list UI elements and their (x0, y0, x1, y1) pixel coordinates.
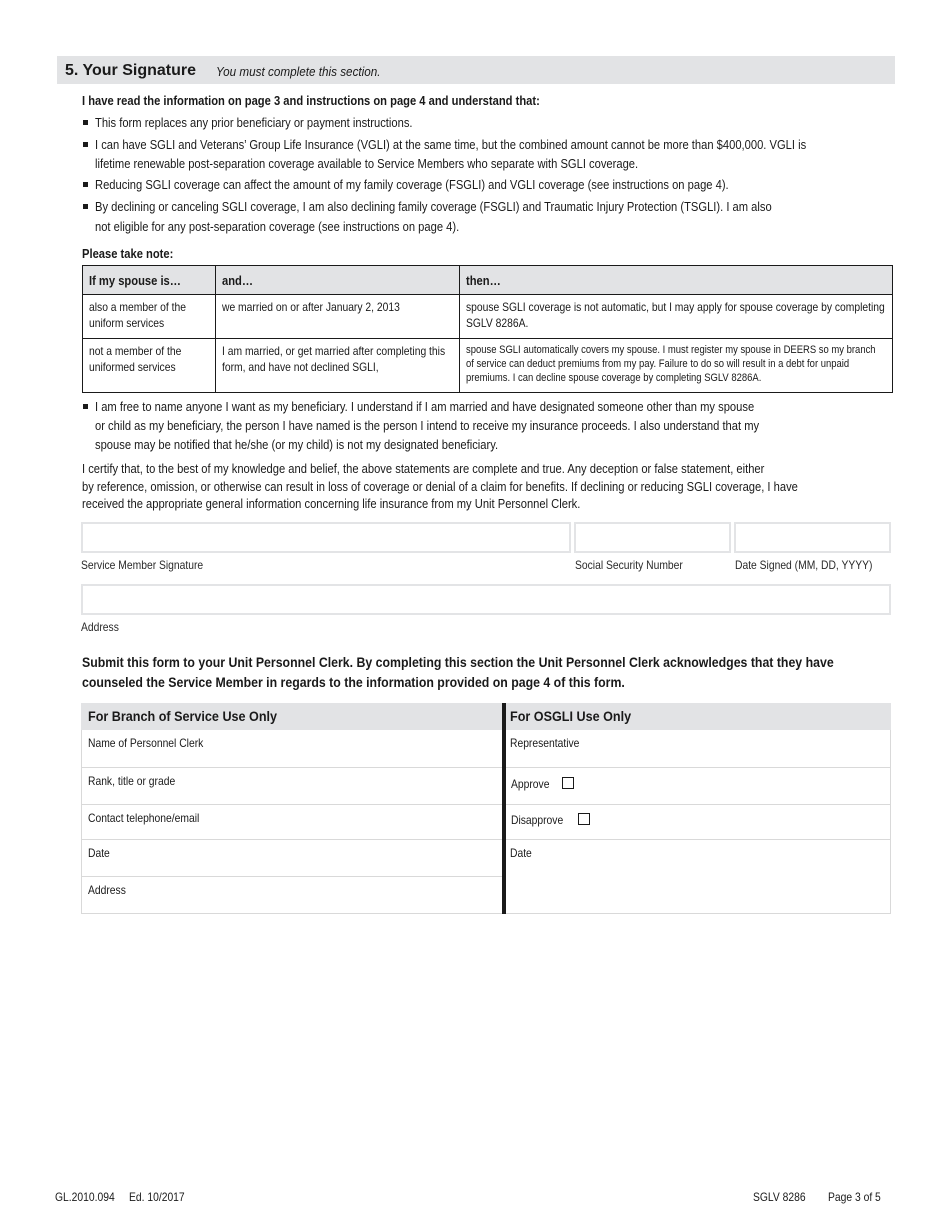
osgli-row-representative[interactable]: Representative (506, 730, 891, 768)
ssn-label: Social Security Number (575, 558, 683, 572)
bullet-icon (83, 404, 88, 409)
branch-row-clerk-name[interactable]: Name of Personnel Clerk (81, 730, 503, 768)
branch-row-date[interactable]: Date (81, 840, 503, 877)
table-cell: spouse SGLI automatically covers my spouse. I must register my spouse in DEERS so my branch of service can deduct premiums from my pay. Failure to do so will result in a debt for unpaid premiums. I can decline spouse coverage by completing SGLV 8286A. (460, 339, 893, 393)
beneficiary-line-1: I am free to name anyone I want as my beneficiary. I understand if I am married and have designated someone other than my spouse (95, 399, 755, 414)
date-signed-label: Date Signed (MM, DD, YYYY) (735, 558, 873, 572)
bullet-1: This form replaces any prior beneficiary or payment instructions. (95, 115, 413, 130)
beneficiary-line-3: spouse may be notified that he/she (or my child) is not my designated beneficiary. (95, 437, 499, 452)
signature-label: Service Member Signature (81, 558, 204, 572)
footer-page-number: Page 3 of 5 (828, 1190, 881, 1204)
osgli-row-date[interactable]: Date (510, 846, 532, 860)
beneficiary-line-2: or child as my beneficiary, the person I have named is the person I intend to receive my insurance proceeds. I also understand that my (95, 418, 760, 433)
bullet-2-line-1: I can have SGLI and Veterans’ Group Life Insurance (VGLI) at the same time, but the combined amount cannot be more than $400,000. VGLI is (95, 137, 807, 152)
branch-row-contact[interactable]: Contact telephone/email (81, 805, 503, 840)
submit-line-2: counseled the Service Member in regards to the information provided on page 4 of this form. (82, 674, 625, 690)
table-row (83, 339, 893, 393)
bullet-2-line-2: lifetime renewable post-separation coverage available to Service Members who separate with SGLI coverage. (95, 156, 639, 171)
certify-line-2: by reference, omission, or otherwise can result in loss of coverage or denial of a claim for benefits. If declining or reducing SGLI coverage, I have (82, 479, 798, 494)
footer-code: GL.2010.094 (55, 1190, 115, 1204)
bullet-3: Reducing SGLI coverage can affect the amount of my family coverage (FSGLI) and VGLI coverage (see instructions on page 4). (95, 177, 729, 192)
bullet-icon (83, 182, 88, 187)
table-header: and… (216, 266, 460, 295)
branch-row-address[interactable]: Address (88, 883, 126, 897)
table-row (83, 295, 893, 339)
address-label: Address (81, 620, 119, 634)
certify-line-1: I certify that, to the best of my knowledge and belief, the above statements are complete and true. Any deception or false statement, either (82, 461, 765, 476)
osgli-row-approve: Approve (506, 768, 891, 805)
table-cell: also a member of the uniform services (83, 295, 216, 339)
table-cell: spouse SGLI coverage is not automatic, but I may apply for spouse coverage by completing SGLV 8286A. (460, 295, 893, 339)
certify-line-3: received the appropriate general information concerning life insurance from my Unit Personnel Clerk. (82, 496, 581, 511)
signature-field[interactable] (81, 522, 571, 553)
bullet-4-line-2: not eligible for any post-separation coverage (see instructions on page 4). (95, 219, 460, 234)
bullet-icon (83, 142, 88, 147)
intro-statement: I have read the information on page 3 and instructions on page 4 and understand that: (82, 93, 540, 108)
osgli-heading: For OSGLI Use Only (506, 703, 891, 730)
ssn-field[interactable] (574, 522, 731, 553)
submit-line-1: Submit this form to your Unit Personnel Clerk. By completing this section the Unit Personnel Clerk acknowledges that they have (82, 654, 834, 670)
footer-edition: Ed. 10/2017 (129, 1190, 185, 1204)
section-note: You must complete this section. (216, 64, 381, 79)
note-heading: Please take note: (82, 246, 174, 261)
address-field[interactable] (81, 584, 891, 615)
branch-section (81, 703, 503, 914)
table-header-row (83, 266, 893, 295)
table-cell: not a member of the uniformed services (83, 339, 216, 393)
branch-heading: For Branch of Service Use Only (81, 703, 503, 730)
section-header (57, 56, 895, 84)
section-title: 5. Your Signature (65, 62, 196, 79)
approve-checkbox[interactable] (562, 777, 574, 789)
table-cell: I am married, or get married after completing this form, and have not declined SGLI, (216, 339, 460, 393)
osgli-row-disapprove: Disapprove (506, 805, 891, 840)
table-cell: we married on or after January 2, 2013 (216, 295, 460, 339)
disapprove-checkbox[interactable] (578, 813, 590, 825)
date-signed-field[interactable] (734, 522, 891, 553)
osgli-section (506, 703, 891, 914)
table-header: then… (460, 266, 893, 295)
bullet-4-line-1: By declining or canceling SGLI coverage, I am also declining family coverage (FSGLI) and Traumatic Injury Protection (TSGLI). I am also (95, 199, 772, 214)
spouse-coverage-table (82, 265, 893, 393)
bullet-icon (83, 120, 88, 125)
branch-row-rank[interactable]: Rank, title or grade (81, 768, 503, 805)
footer-form-number: SGLV 8286 (753, 1190, 806, 1204)
table-header: If my spouse is… (83, 266, 216, 295)
bullet-icon (83, 204, 88, 209)
